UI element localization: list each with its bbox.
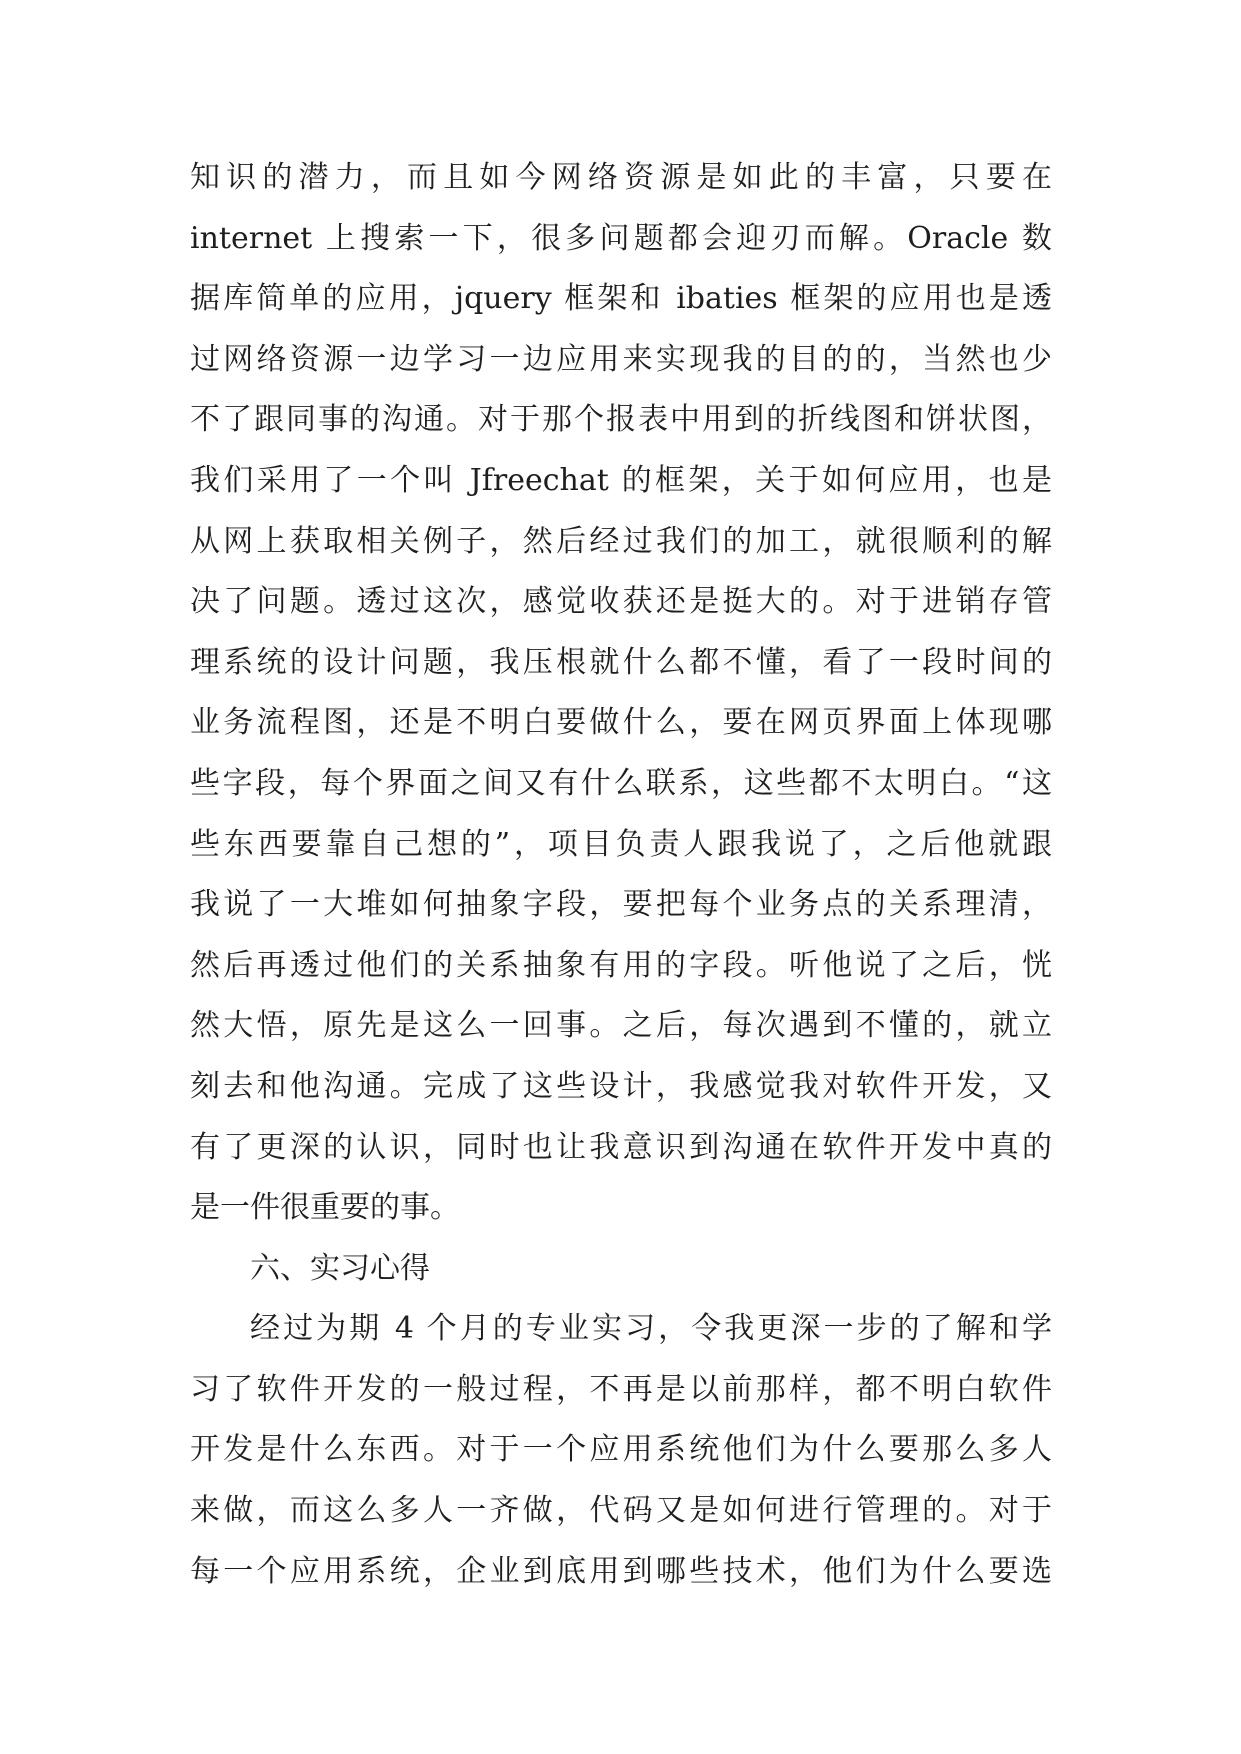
paragraph-line: 理系统的设计问题，我压根就什么都不懂，看了一段时间的	[190, 644, 1052, 680]
paragraph-line: 然大悟，原先是这么一回事。之后，每次遇到不懂的，就立	[190, 1008, 1052, 1044]
body-text	[190, 148, 1052, 1602]
section-paragraph-line: 开发是什么东西。对于一个应用系统他们为什么要那么多人	[190, 1432, 1052, 1468]
paragraph-line: internet 上搜索一下，很多问题都会迎刃而解。Oracle 数	[190, 220, 1052, 256]
section-paragraph-line: 来做，而这么多人一齐做，代码又是如何进行管理的。对于	[190, 1493, 1052, 1529]
paragraph-line: 我说了一大堆如何抽象字段，要把每个业务点的关系理清，	[190, 887, 1052, 923]
paragraph-line: 我们采用了一个叫 Jfreechat 的框架，关于如何应用，也是	[190, 462, 1052, 498]
paragraph-line: 业务流程图，还是不明白要做什么，要在网页界面上体现哪	[190, 705, 1052, 741]
paragraph-line: 些东西要靠自己想的”，项目负责人跟我说了，之后他就跟	[190, 826, 1052, 862]
paragraph-line: 些字段，每个界面之间又有什么联系，这些都不太明白。“这	[190, 765, 1052, 801]
paragraph-line: 从网上获取相关例子，然后经过我们的加工，就很顺利的解	[190, 523, 1052, 559]
paragraph-line: 不了跟同事的沟通。对于那个报表中用到的折线图和饼状图，	[190, 402, 1052, 438]
section-paragraph-line: 经过为期 4 个月的专业实习，令我更深一步的了解和学	[250, 1311, 1052, 1347]
section-paragraph-line: 每一个应用系统，企业到底用到哪些技术，他们为什么要选	[190, 1553, 1052, 1589]
paragraph-line: 是一件很重要的事。	[190, 1190, 460, 1226]
paragraph-line: 据库简单的应用，jquery 框架和 ibaties 框架的应用也是透	[190, 281, 1052, 317]
paragraph-line: 刻去和他沟通。完成了这些设计，我感觉我对软件开发，又	[190, 1068, 1052, 1104]
section-paragraph-line: 习了软件开发的一般过程，不再是以前那样，都不明白软件	[190, 1371, 1052, 1407]
section-heading: 六、实习心得	[250, 1250, 430, 1286]
paragraph-line: 过网络资源一边学习一边应用来实现我的目的的，当然也少	[190, 341, 1052, 377]
paragraph-line: 知识的潜力，而且如今网络资源是如此的丰富，只要在	[190, 160, 1052, 195]
paragraph-line: 有了更深的认识，同时也让我意识到沟通在软件开发中真的	[190, 1129, 1052, 1165]
paragraph-line: 然后再透过他们的关系抽象有用的字段。听他说了之后，恍	[190, 947, 1052, 983]
paragraph-line: 决了问题。透过这次，感觉收获还是挺大的。对于进销存管	[190, 584, 1052, 620]
